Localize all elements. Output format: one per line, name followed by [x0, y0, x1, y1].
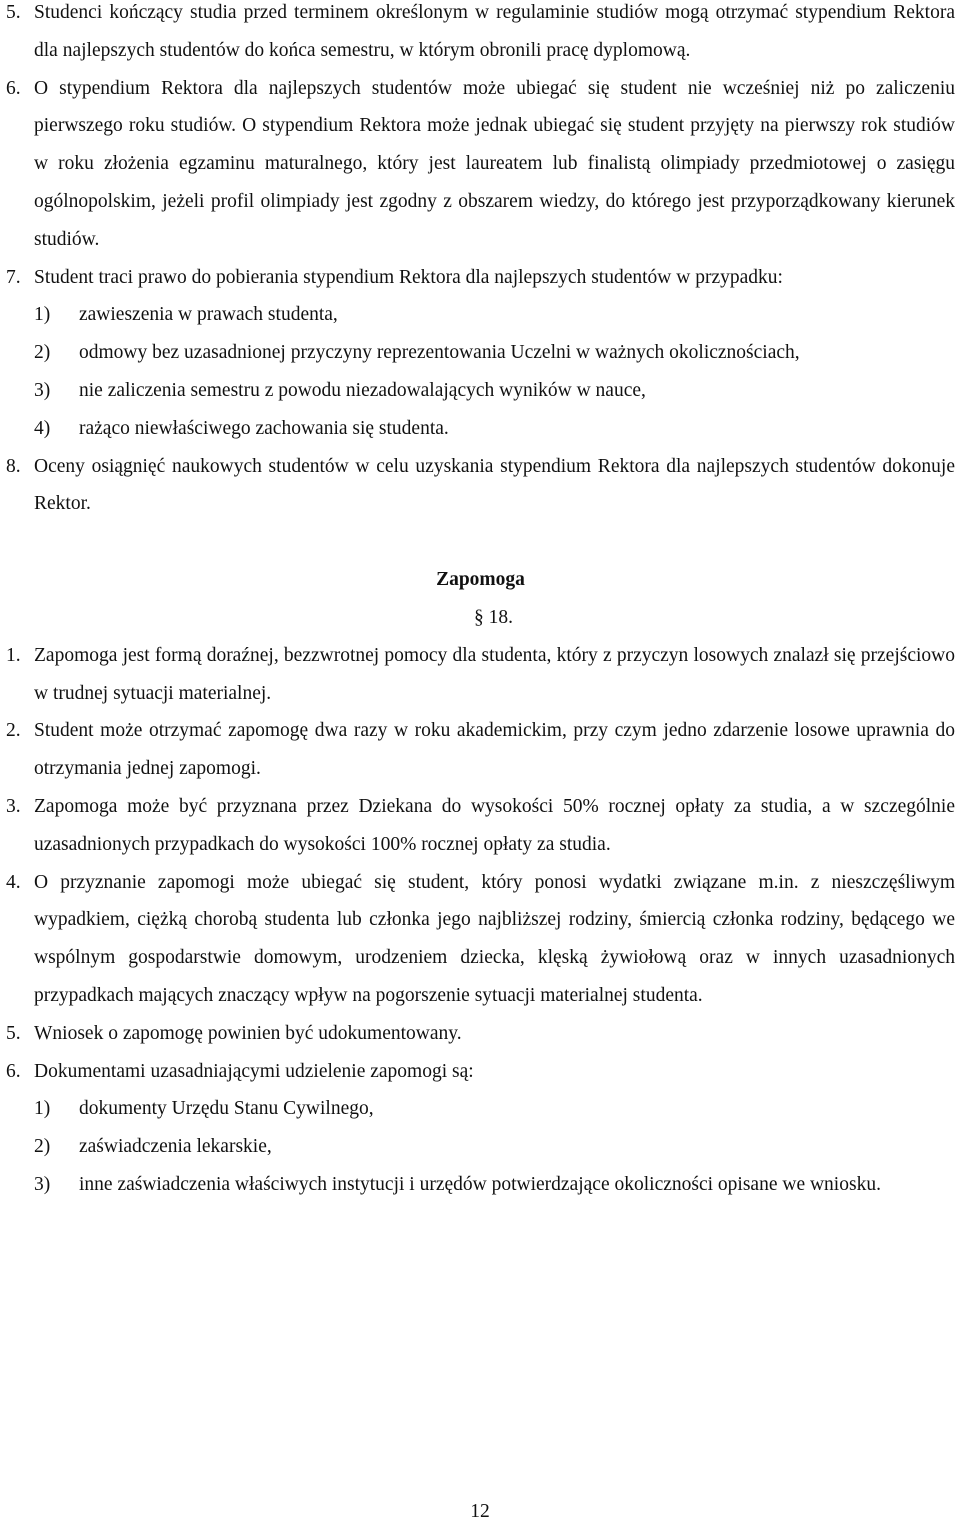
sub-item-number: 1): [34, 1098, 51, 1120]
sub-item-text: zaświadczenia lekarskie,: [79, 1136, 272, 1158]
page-number: 12: [470, 1501, 490, 1522]
sub-item-2: [6, 334, 955, 372]
section-item-5: [6, 1015, 955, 1053]
section-paragraph-number: [6, 599, 955, 637]
sub-item-text: zawieszenia w prawach studenta,: [79, 304, 338, 326]
list-item-7: [6, 259, 955, 297]
item-number: 3.: [6, 795, 21, 817]
doc-sub-item-3: [6, 1166, 955, 1204]
section-item-1: [6, 637, 955, 713]
sub-item-number: 4): [34, 417, 51, 439]
spacer: [6, 523, 955, 561]
item-number: 5.: [6, 1022, 21, 1044]
sub-item-text: odmowy bez uzasadnionej przyczyny reprezentowania Uczelni w ważnych okolicznościach,: [79, 342, 800, 364]
sub-item-text: dokumenty Urzędu Stanu Cywilnego,: [79, 1098, 374, 1120]
item-text: Zapomoga jest formą doraźnej, bezzwrotnej pomocy dla studenta, który z przyczyn losowych znalazł się przejściowo w trudnej sytuacji materialnej.: [34, 644, 955, 704]
sub-item-1: [6, 296, 955, 334]
item-number: 2.: [6, 720, 21, 742]
section-item-6: [6, 1053, 955, 1091]
item-number: 4.: [6, 871, 21, 893]
section-item-4: [6, 864, 955, 1015]
section-item-3: [6, 788, 955, 864]
sub-item-4: [6, 410, 955, 448]
item-number: 5.: [6, 2, 21, 23]
item-text: Dokumentami uzasadniającymi udzielenie zapomogi są:: [34, 1060, 474, 1082]
section-item-2: [6, 712, 955, 788]
sub-item-3: [6, 372, 955, 410]
doc-sub-item-2: [6, 1128, 955, 1166]
sub-item-number: 2): [34, 1136, 51, 1158]
sub-item-text: nie zaliczenia semestru z powodu niezadowalających wyników w nauce,: [79, 379, 646, 401]
sub-item-number: 2): [34, 342, 51, 364]
sub-item-number: 3): [34, 379, 51, 401]
item-text: O przyznanie zapomogi może ubiegać się student, który ponosi wydatki związane m.in. z nieszczęśliwym wypadkiem, ciężką chorobą studenta lub członka jego najbliższej rodziny, śmiercią członka rodziny, będącego we wspólnym gospodarstwie domowym, urodzeniem dziecka, klęską żywiołową oraz w innych uzasadnionych przypadkach mających znaczący wpływ na pogorszenie sytuacji materialnej studenta.: [34, 871, 955, 1006]
item-text: Zapomoga może być przyznana przez Dziekana do wysokości 50% rocznej opłaty za studia, a w szczególnie uzasadnionych przypadkach do wysokości 100% rocznej opłaty za studia.: [34, 795, 955, 855]
document-page: [6, 0, 955, 1204]
section-title: Zapomoga: [436, 569, 525, 591]
sub-item-text: rażąco niewłaściwego zachowania się studenta.: [79, 417, 449, 439]
item-text: O stypendium Rektora dla najlepszych studentów może ubiegać się student nie wcześniej niż po zaliczeniu pierwszego roku studiów. O stypendium Rektora może jednak ubiegać się student przyjęty na pierwszy rok studiów w roku złożenia egzaminu maturalnego, który jest laureatem lub finalistą olimpiady przedmiotowej o zasięgu ogólnopolskim, jeżeli profil olimpiady jest zgodny z obszarem wiedzy, do którego jest przyporządkowany kierunek studiów.: [34, 77, 955, 250]
item-text: Student może otrzymać zapomogę dwa razy w roku akademickim, przy czym jedno zdarzenie losowe uprawnia do otrzymania jednej zapomogi.: [34, 720, 955, 780]
paragraph-sign: § 18.: [474, 606, 513, 628]
item-text: Oceny osiągnięć naukowych studentów w celu uzyskania stypendium Rektora dla najlepszych studentów dokonuje Rektor.: [34, 455, 955, 515]
sub-item-text: inne zaświadczenia właściwych instytucji i urzędów potwierdzające okoliczności opisane we wniosku.: [79, 1173, 881, 1195]
item-number: 1.: [6, 644, 21, 666]
item-text: Studenci kończący studia przed terminem określonym w regulaminie studiów mogą otrzymać stypendium Rektora dla najlepszych studentów do końca semestru, w którym obronili pracę dyplomową.: [34, 2, 955, 61]
sub-item-number: 1): [34, 304, 51, 326]
sub-item-number: 3): [34, 1173, 51, 1195]
item-text: Student traci prawo do pobierania stypendium Rektora dla najlepszych studentów w przypadku:: [34, 266, 783, 288]
item-number: 6.: [6, 1060, 21, 1082]
list-item-6: [6, 70, 955, 259]
item-number: 7.: [6, 266, 21, 288]
item-text: Wniosek o zapomogę powinien być udokumentowany.: [34, 1022, 462, 1044]
item-number: 6.: [6, 77, 21, 99]
list-item-5: [6, 0, 955, 70]
list-item-8: [6, 448, 955, 524]
item-number: 8.: [6, 455, 21, 477]
doc-sub-item-1: [6, 1090, 955, 1128]
